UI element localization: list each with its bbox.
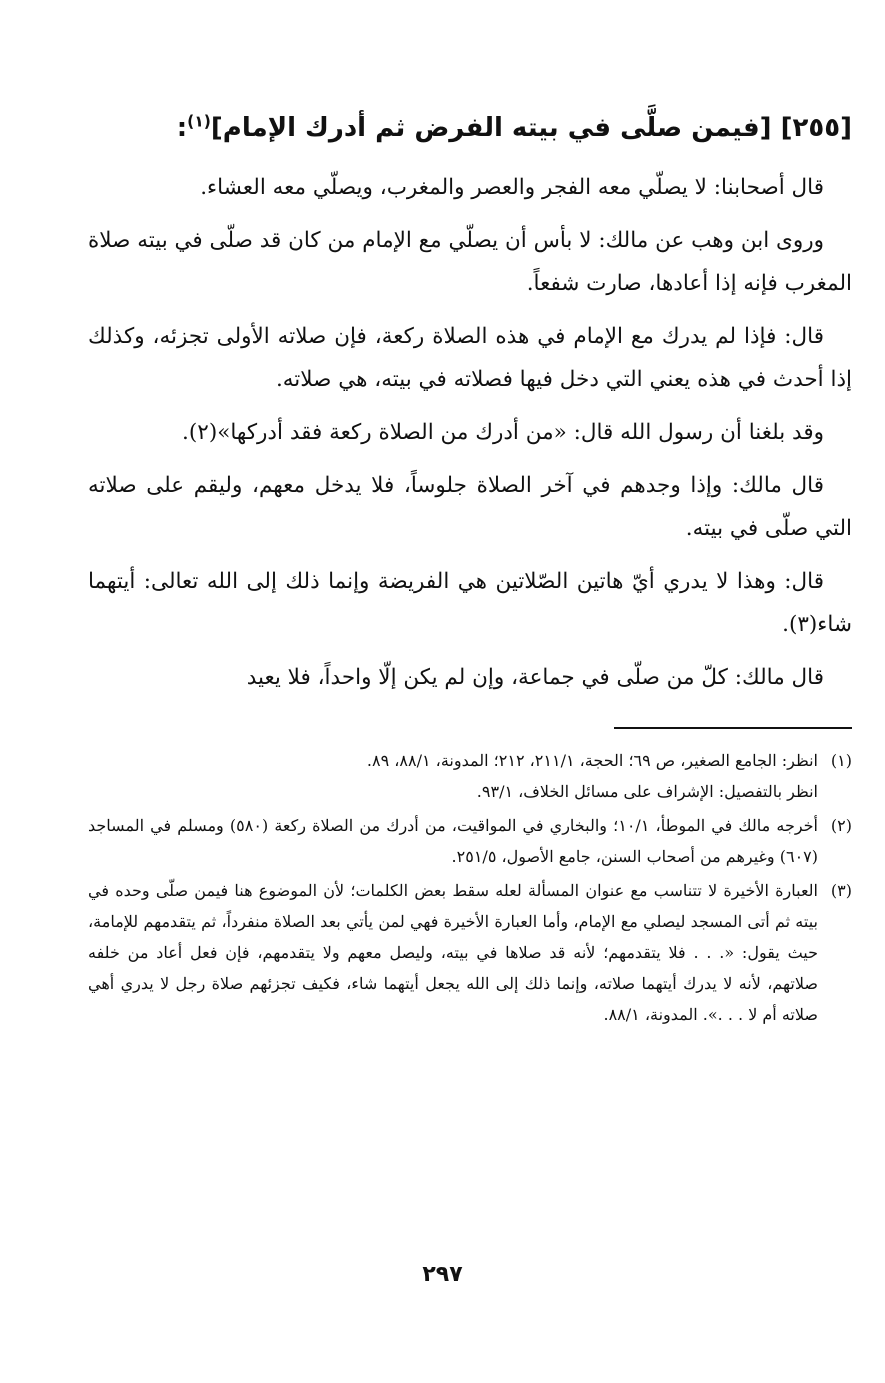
paragraph-1: قال أصحابنا: لا يصلّي معه الفجر والعصر والمغرب، ويصلّي معه العشاء.: [200, 175, 824, 200]
paragraph-5: قال مالك: وإذا وجدهم في آخر الصلاة جلوساً، فلا يدخل معهم، وليقم على صلاته التي صلّى في بيته.: [88, 473, 852, 541]
footnote-text: [88, 745, 818, 807]
footnote-text: [88, 810, 818, 872]
page-number: ٢٩٧: [422, 1262, 463, 1287]
footnote-1: [88, 745, 852, 807]
body-text: [88, 166, 852, 699]
paragraph-6: قال: وهذا لا يدري أيّ هاتين الصّلاتين هي الفريضة وإنما ذلك إلى الله تعالى: أيتهما شاء(٣).: [88, 569, 852, 637]
footnote-number: (٣): [830, 881, 852, 900]
paragraph-7: قال مالك: كلّ من صلّى في جماعة، وإن لم يكن إلّا واحداً، فلا يعيد: [246, 665, 824, 690]
section-heading: [88, 108, 852, 148]
paragraph-4: وقد بلغنا أن رسول الله قال: «من أدرك من الصلاة ركعة فقد أدركها»(٢).: [182, 420, 824, 445]
footnote-number: (١): [830, 751, 852, 770]
footnotes: [88, 745, 852, 1030]
paragraph-3: قال: فإذا لم يدرك مع الإمام في هذه الصلاة ركعة، فإن صلاته الأولى تجزئه، وكذلك إذا أحدث في هذه يعني التي دخل فيها فصلاته في بيته، هي صلاته.: [88, 324, 852, 392]
heading-colon: :: [176, 113, 188, 143]
footnote-line: العبارة الأخيرة لا تتناسب مع عنوان المسألة لعله سقط بعض الكلمات؛ لأن الموضوع هنا فيمن صلّى وحده في بيته ثم أتى المسجد ليصلي مع الإمام، وأما العبارة الأخيرة فهي لمن يأتي بعد الصلاة منفرداً، ثم يتقدمهم للإمامة، حيث يقول: «. . . فلا يتقدمهم؛ لأنه قد صلاها في بيته، وليصل معهم ولا يتقدمهم، فإن فعل أعاد من خلفه صلاتهم، لأنه لا يدرك أيتهما صلاته، وإنما ذلك إلى الله يجعل أيتهما شاء، فكيف تجزئهم صلاة رجل لا يدري أهي صلاته أم لا . . .». المدونة، ٨٨/١.: [88, 881, 819, 1024]
footnote-line: انظر بالتفصيل: الإشراف على مسائل الخلاف، ٩٣/١.: [476, 782, 818, 801]
section-heading-text: [٢٥٥] [فيمن صلَّى في بيته الفرض ثم أدرك الإمام]: [210, 113, 852, 143]
footnote-2: [88, 810, 852, 872]
paragraph-2: وروى ابن وهب عن مالك: لا بأس أن يصلّي مع الإمام من كان قد صلّى في بيته صلاة المغرب فإنه إذا أعادها، صارت شفعاً.: [88, 228, 852, 296]
book-page: [88, 108, 852, 1033]
footnote-text: [88, 875, 818, 1030]
heading-footnote-ref: (١): [187, 112, 211, 131]
footnote-3: [88, 875, 852, 1030]
footnote-separator: [614, 727, 852, 729]
footnote-line: انظر: الجامع الصغير، ص ٦٩؛ الحجة، ٢١١/١، ٢١٢؛ المدونة، ٨٨/١، ٨٩.: [366, 751, 818, 770]
footnote-line: أخرجه مالك في الموطأ، ١٠/١؛ والبخاري في المواقيت، من أدرك من الصلاة ركعة (٥٨٠) ومسلم في المساجد (٦٠٧) وغيرهم من أصحاب السنن، جامع الأصول، ٢٥١/٥.: [88, 816, 818, 866]
footnote-number: (٢): [830, 816, 852, 835]
